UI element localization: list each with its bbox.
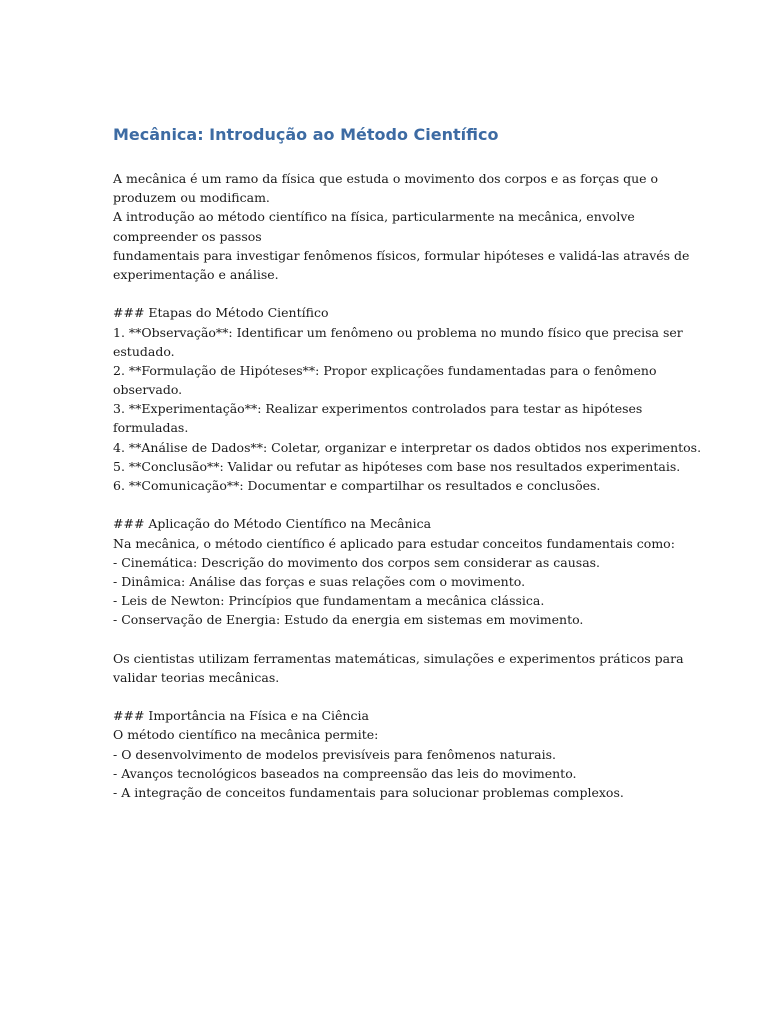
list-item: Na mecânica, o método científico é aplicado para estudar conceitos fundamentais como: <box>113 535 675 551</box>
list-item: - Cinemática: Descrição do movimento dos corpos sem considerar as causas. <box>113 554 601 570</box>
list-item: - A integração de conceitos fundamentais para solucionar problemas complexos. <box>113 785 624 800</box>
list-item: observado. <box>113 382 183 398</box>
list-item: - Avanços tecnológicos baseados na compreensão das leis do movimento. <box>113 765 577 781</box>
list-item: - Leis de Newton: Princípios que fundamentam a mecânica clássica. <box>113 593 545 609</box>
text-line: A mecânica é um ramo da física que estuda o movimento dos corpos e as forças que o <box>113 171 659 186</box>
importance-section <box>113 706 673 802</box>
list-item: 6. **Comunicação**: Documentar e compartilhar os resultados e conclusões. <box>113 478 601 493</box>
intro-paragraph <box>113 169 690 284</box>
section-heading-importance: ### Importância na Física e na Ciência <box>113 708 369 724</box>
section-heading-steps: ### Etapas do Método Científico <box>113 305 329 321</box>
paragraph-spacer <box>113 495 673 514</box>
text-line: produzem ou modificam. <box>113 190 270 206</box>
list-item: 5. **Conclusão**: Validar ou refutar as hipóteses com base nos resultados experimentais. <box>113 458 681 474</box>
section-heading-application: ### Aplicação do Método Científico na Mecânica <box>113 516 432 532</box>
list-item: 1. **Observação**: Identificar um fenômeno ou problema no mundo físico que precisa ser <box>113 324 683 340</box>
list-item: 3. **Experimentação**: Realizar experimentos controlados para testar as hipóteses <box>113 401 643 417</box>
text-line: fundamentais para investigar fenômenos físicos, formular hipóteses e validá-las através de <box>113 247 690 263</box>
text-line: A introdução ao método científico na física, particularmente na mecânica, envolve <box>113 209 635 225</box>
text-line: Os cientistas utilizam ferramentas matemáticas, simulações e experimentos práticos para <box>113 650 684 666</box>
list-item: estudado. <box>113 343 175 359</box>
paragraph-spacer <box>113 284 673 303</box>
document-title: Mecânica: Introdução ao Método Científico <box>113 125 499 144</box>
list-item: - Dinâmica: Análise das forças e suas relações com o movimento. <box>113 573 526 589</box>
text-line: experimentação e análise. <box>113 266 279 282</box>
list-item: O método científico na mecânica permite: <box>113 727 379 743</box>
tools-paragraph <box>113 649 684 687</box>
text-line: compreender os passos <box>113 228 262 244</box>
paragraph-spacer <box>113 630 673 649</box>
list-item: - O desenvolvimento de modelos previsíveis para fenômenos naturais. <box>113 746 556 762</box>
list-item: formuladas. <box>113 420 189 436</box>
application-section <box>113 514 673 629</box>
document-body <box>113 169 702 802</box>
list-item: - Conservação de Energia: Estudo da energia em sistemas em movimento. <box>113 612 584 628</box>
paragraph-spacer <box>113 687 673 706</box>
steps-section <box>113 303 702 495</box>
text-line: validar teorias mecânicas. <box>113 669 280 685</box>
list-item: 4. **Análise de Dados**: Coletar, organizar e interpretar os dados obtidos nos experimentos. <box>113 439 702 455</box>
list-item: 2. **Formulação de Hipóteses**: Propor explicações fundamentadas para o fenômeno <box>113 362 657 378</box>
